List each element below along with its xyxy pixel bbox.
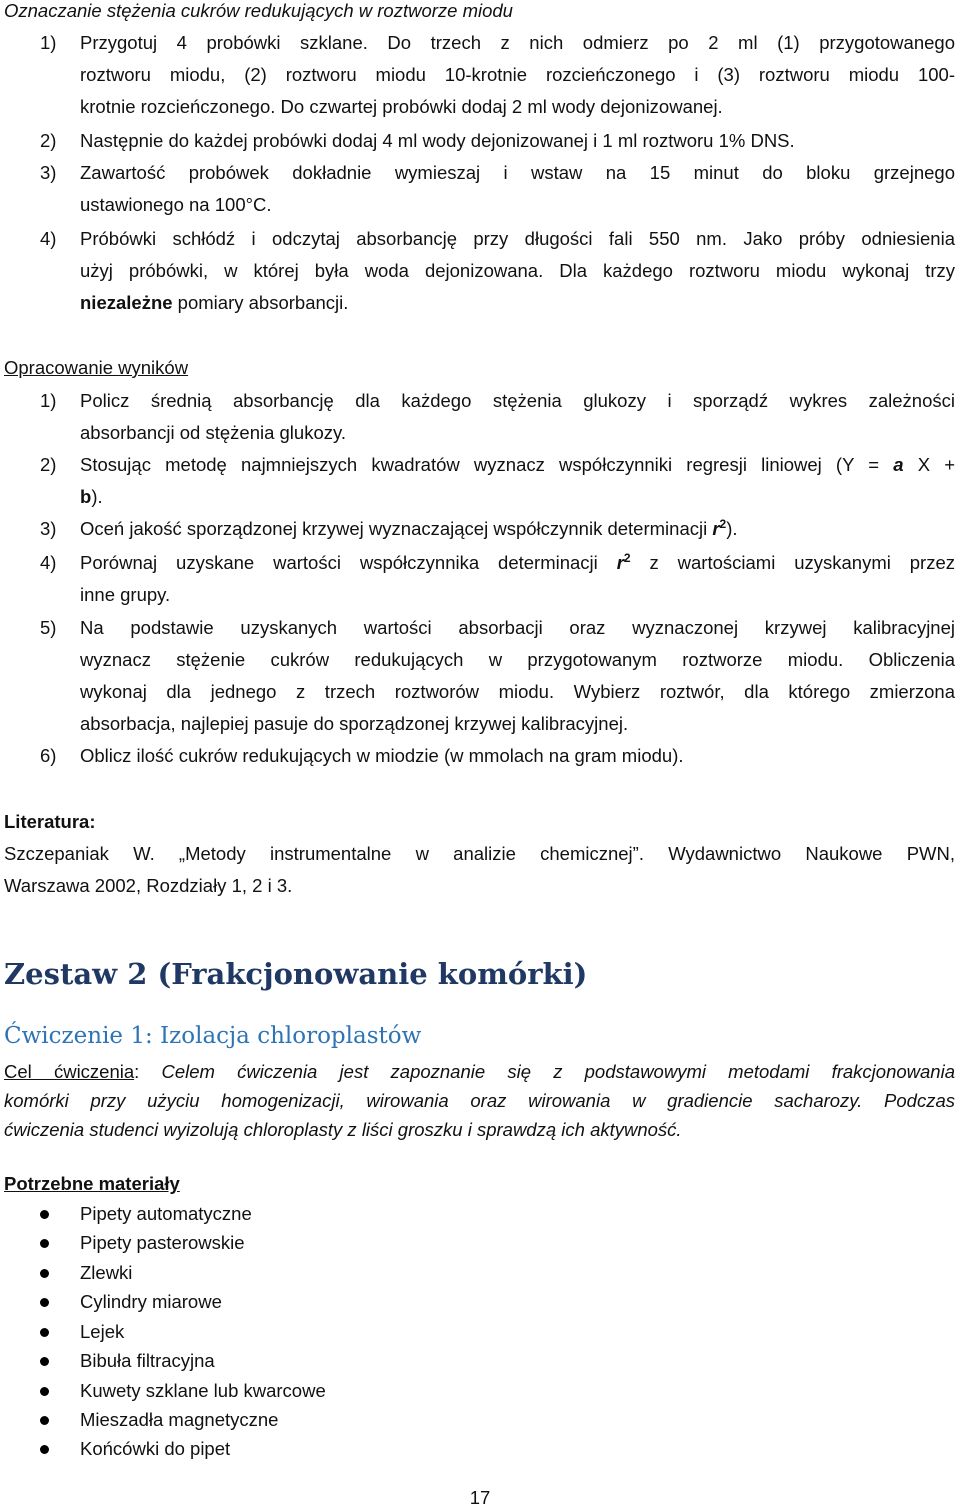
step-b4-number: 4): [40, 552, 57, 573]
literature-line1: Szczepaniak W. „Metody instrumentalne w analizie chemicznej”. Wydawnictwo Naukowe PWN,: [4, 843, 955, 864]
literature-line2: Warszawa 2002, Rozdziały 1, 2 i 3.: [4, 875, 293, 896]
step-a3-line1: Zawartość probówek dokładnie wymieszaj i wstaw na 15 minut do bloku grzejnego: [80, 162, 955, 183]
step-b2-line1: [80, 454, 955, 476]
goal-line1: [4, 1061, 955, 1083]
material-item: Kuwety szklane lub kwarcowe: [80, 1380, 326, 1401]
step-a2-line1: Następnie do każdej probówki dodaj 4 ml wody dejonizowanej i 1 ml roztworu 1% DNS.: [80, 130, 795, 151]
superscript-2: 2: [623, 550, 631, 565]
step-b1-line1: Policz średnią absorbancję dla każdego stężenia glukozy i sporządź wykres zależności: [80, 390, 955, 411]
variable-a: a: [893, 454, 904, 475]
superscript-2: 2: [719, 516, 727, 531]
step-a3-number: 3): [40, 162, 57, 183]
step-a4-line3: [80, 292, 348, 314]
step-b5-line3: wykonaj dla jednego z trzech roztworów miodu. Wybierz roztwór, dla którego zmierzona: [80, 681, 955, 702]
step-b5-line4: absorbacja, najlepiej pasuje do sporządzonej krzywej kalibracyjnej.: [80, 713, 629, 734]
emphasis-independent: niezależne: [80, 292, 173, 313]
goal-line2: komórki przy użyciu homogenizacji, wirowania oraz wirowania w gradiencie sacharozy. Podczas: [4, 1090, 955, 1111]
material-item: Końcówki do pipet: [80, 1438, 231, 1459]
step-b2-line2: [80, 486, 103, 508]
step-b6-line1: Oblicz ilość cukrów redukujących w miodzie (w mmolach na gram miodu).: [80, 745, 684, 766]
step-b2-number: 2): [40, 454, 57, 475]
page-number: 17: [469, 1487, 491, 1508]
material-item: Mieszadła magnetyczne: [80, 1409, 279, 1430]
step-a3-line2: ustawionego na 100°C.: [80, 194, 272, 215]
variable-r: r: [712, 518, 720, 539]
set-title: Zestaw 2 (Frakcjonowanie komórki): [4, 957, 588, 991]
step-b2-text: Stosując metodę najmniejszych kwadratów wyznacz współczynniki regresji liniowej (Y =: [80, 454, 894, 475]
step-a4-line1: Próbówki schłódź i odczytaj absorbancję przy długości fali 550 nm. Jako próby odniesienia: [80, 228, 955, 249]
step-b3-number: 3): [40, 518, 57, 539]
step-b3-line1: [80, 518, 738, 540]
step-b5-number: 5): [40, 617, 57, 638]
step-b6-number: 6): [40, 745, 57, 766]
step-a1-line1: Przygotuj 4 probówki szklane. Do trzech z nich odmierz po 2 ml (1) przygotowanego: [80, 32, 955, 53]
step-b1-number: 1): [40, 390, 57, 411]
exercise-title: Ćwiczenie 1: Izolacja chloroplastów: [4, 1023, 422, 1049]
step-b5-line2: wyznacz stężenie cukrów redukujących w przygotowanym roztworze miodu. Obliczenia: [80, 649, 955, 670]
variable-b: b: [80, 486, 92, 507]
step-a1-number: 1): [40, 32, 57, 53]
bullet-icon: [40, 1239, 49, 1248]
step-b1-line2: absorbancji od stężenia glukozy.: [80, 422, 347, 443]
bullet-icon: [40, 1416, 49, 1425]
section-b-title: Opracowanie wyników: [4, 357, 189, 378]
step-a1-line3: krotnie rozcieńczonego. Do czwartej probówki dodaj 2 ml wody dejonizowanej.: [80, 96, 723, 117]
bullet-icon: [40, 1269, 49, 1278]
goal-colon: :: [134, 1061, 140, 1082]
bullet-icon: [40, 1387, 49, 1396]
material-item: Bibuła filtracyjna: [80, 1350, 215, 1371]
material-item: Pipety automatyczne: [80, 1203, 252, 1224]
step-b4-text: Porównaj uzyskane wartości współczynnika determinacji: [80, 552, 617, 573]
goal-text: Celem ćwiczenia jest zapoznanie się z podstawowymi metodami frakcjonowania: [161, 1061, 955, 1082]
material-item: Cylindry miarowe: [80, 1291, 222, 1312]
step-b4-line1: [80, 552, 955, 574]
goal-line3: ćwiczenia studenci wyizolują chloroplasty z liści groszku i sprawdzą ich aktywność.: [4, 1119, 682, 1140]
bullet-icon: [40, 1328, 49, 1337]
step-a1-line2: roztworu miodu, (2) roztworu miodu 10-krotnie rozcieńczonego i (3) roztworu miodu 100-: [80, 64, 955, 85]
section-a-title: Oznaczanie stężenia cukrów redukujących w roztworze miodu: [4, 0, 513, 21]
step-a4-line3-rest: pomiary absorbancji.: [172, 292, 349, 313]
bullet-icon: [40, 1210, 49, 1219]
step-b3-end: ).: [726, 518, 738, 539]
bullet-icon: [40, 1298, 49, 1307]
step-b2-line2-rest: ).: [91, 486, 103, 507]
bullet-icon: [40, 1445, 49, 1454]
step-b4-end: z wartościami uzyskanymi przez: [630, 552, 955, 573]
step-b5-line1: Na podstawie uzyskanych wartości absorbacji oraz wyznaczonej krzywej kalibracyjnej: [80, 617, 955, 638]
step-b4-line2: inne grupy.: [80, 584, 171, 605]
bullet-icon: [40, 1357, 49, 1366]
variable-r: r: [616, 552, 624, 573]
goal-label: Cel ćwiczenia: [4, 1061, 135, 1082]
literature-title: Literatura:: [4, 811, 96, 832]
material-item: Lejek: [80, 1321, 125, 1342]
step-b3-text: Oceń jakość sporządzonej krzywej wyznaczającej współczynnik determinacji: [80, 518, 713, 539]
step-a4-number: 4): [40, 228, 57, 249]
materials-title: Potrzebne materiały: [4, 1173, 180, 1194]
material-item: Pipety pasterowskie: [80, 1232, 245, 1253]
material-item: Zlewki: [80, 1262, 133, 1283]
step-a4-line2: użyj próbówki, w której była woda dejonizowana. Dla każdego roztworu miodu wykonaj trzy: [80, 260, 955, 281]
step-b2-text-end: X +: [903, 454, 955, 475]
step-a2-number: 2): [40, 130, 57, 151]
